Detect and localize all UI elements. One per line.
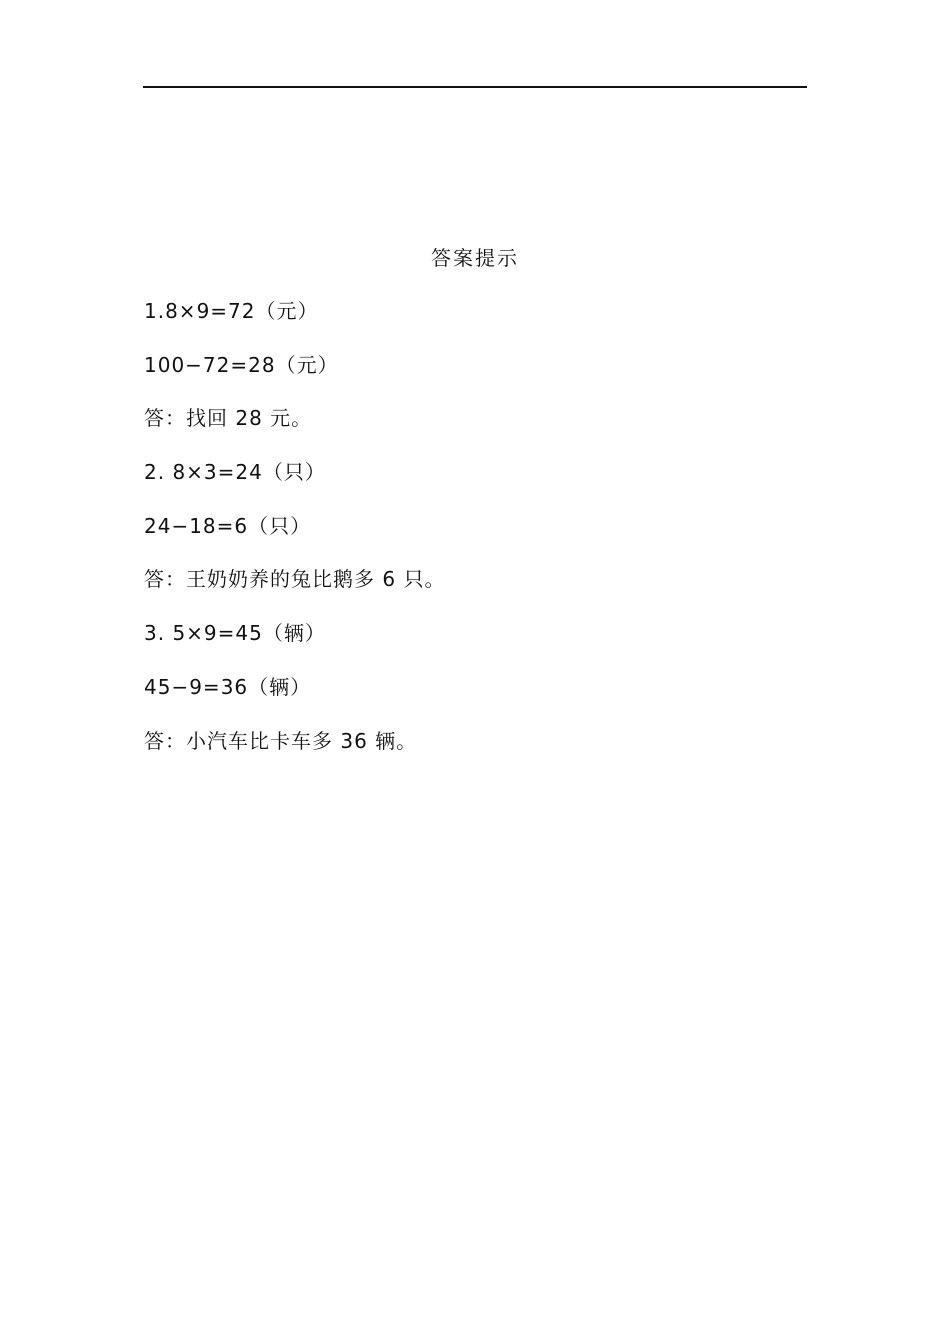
answer-line-7: 3. 5×9=45（辆） — [144, 621, 326, 646]
answer-line-6: 答：王奶奶养的兔比鹅多 6 只。 — [144, 567, 446, 592]
page-title: 答案提示 — [431, 246, 519, 270]
answer-line-9: 答：小汽车比卡车多 36 辆。 — [144, 728, 418, 753]
answer-line-2: 100−72=28（元） — [144, 352, 339, 377]
answer-line-4: 2. 8×3=24（只） — [144, 460, 326, 485]
answer-line-3: 答：找回 28 元。 — [144, 406, 313, 431]
answer-line-5: 24−18=6（只） — [144, 513, 312, 538]
answer-list — [144, 297, 804, 780]
answer-line-8: 45−9=36（辆） — [144, 674, 312, 699]
header-rule — [143, 86, 807, 88]
answer-line-1: 1.8×9=72（元） — [144, 299, 319, 323]
